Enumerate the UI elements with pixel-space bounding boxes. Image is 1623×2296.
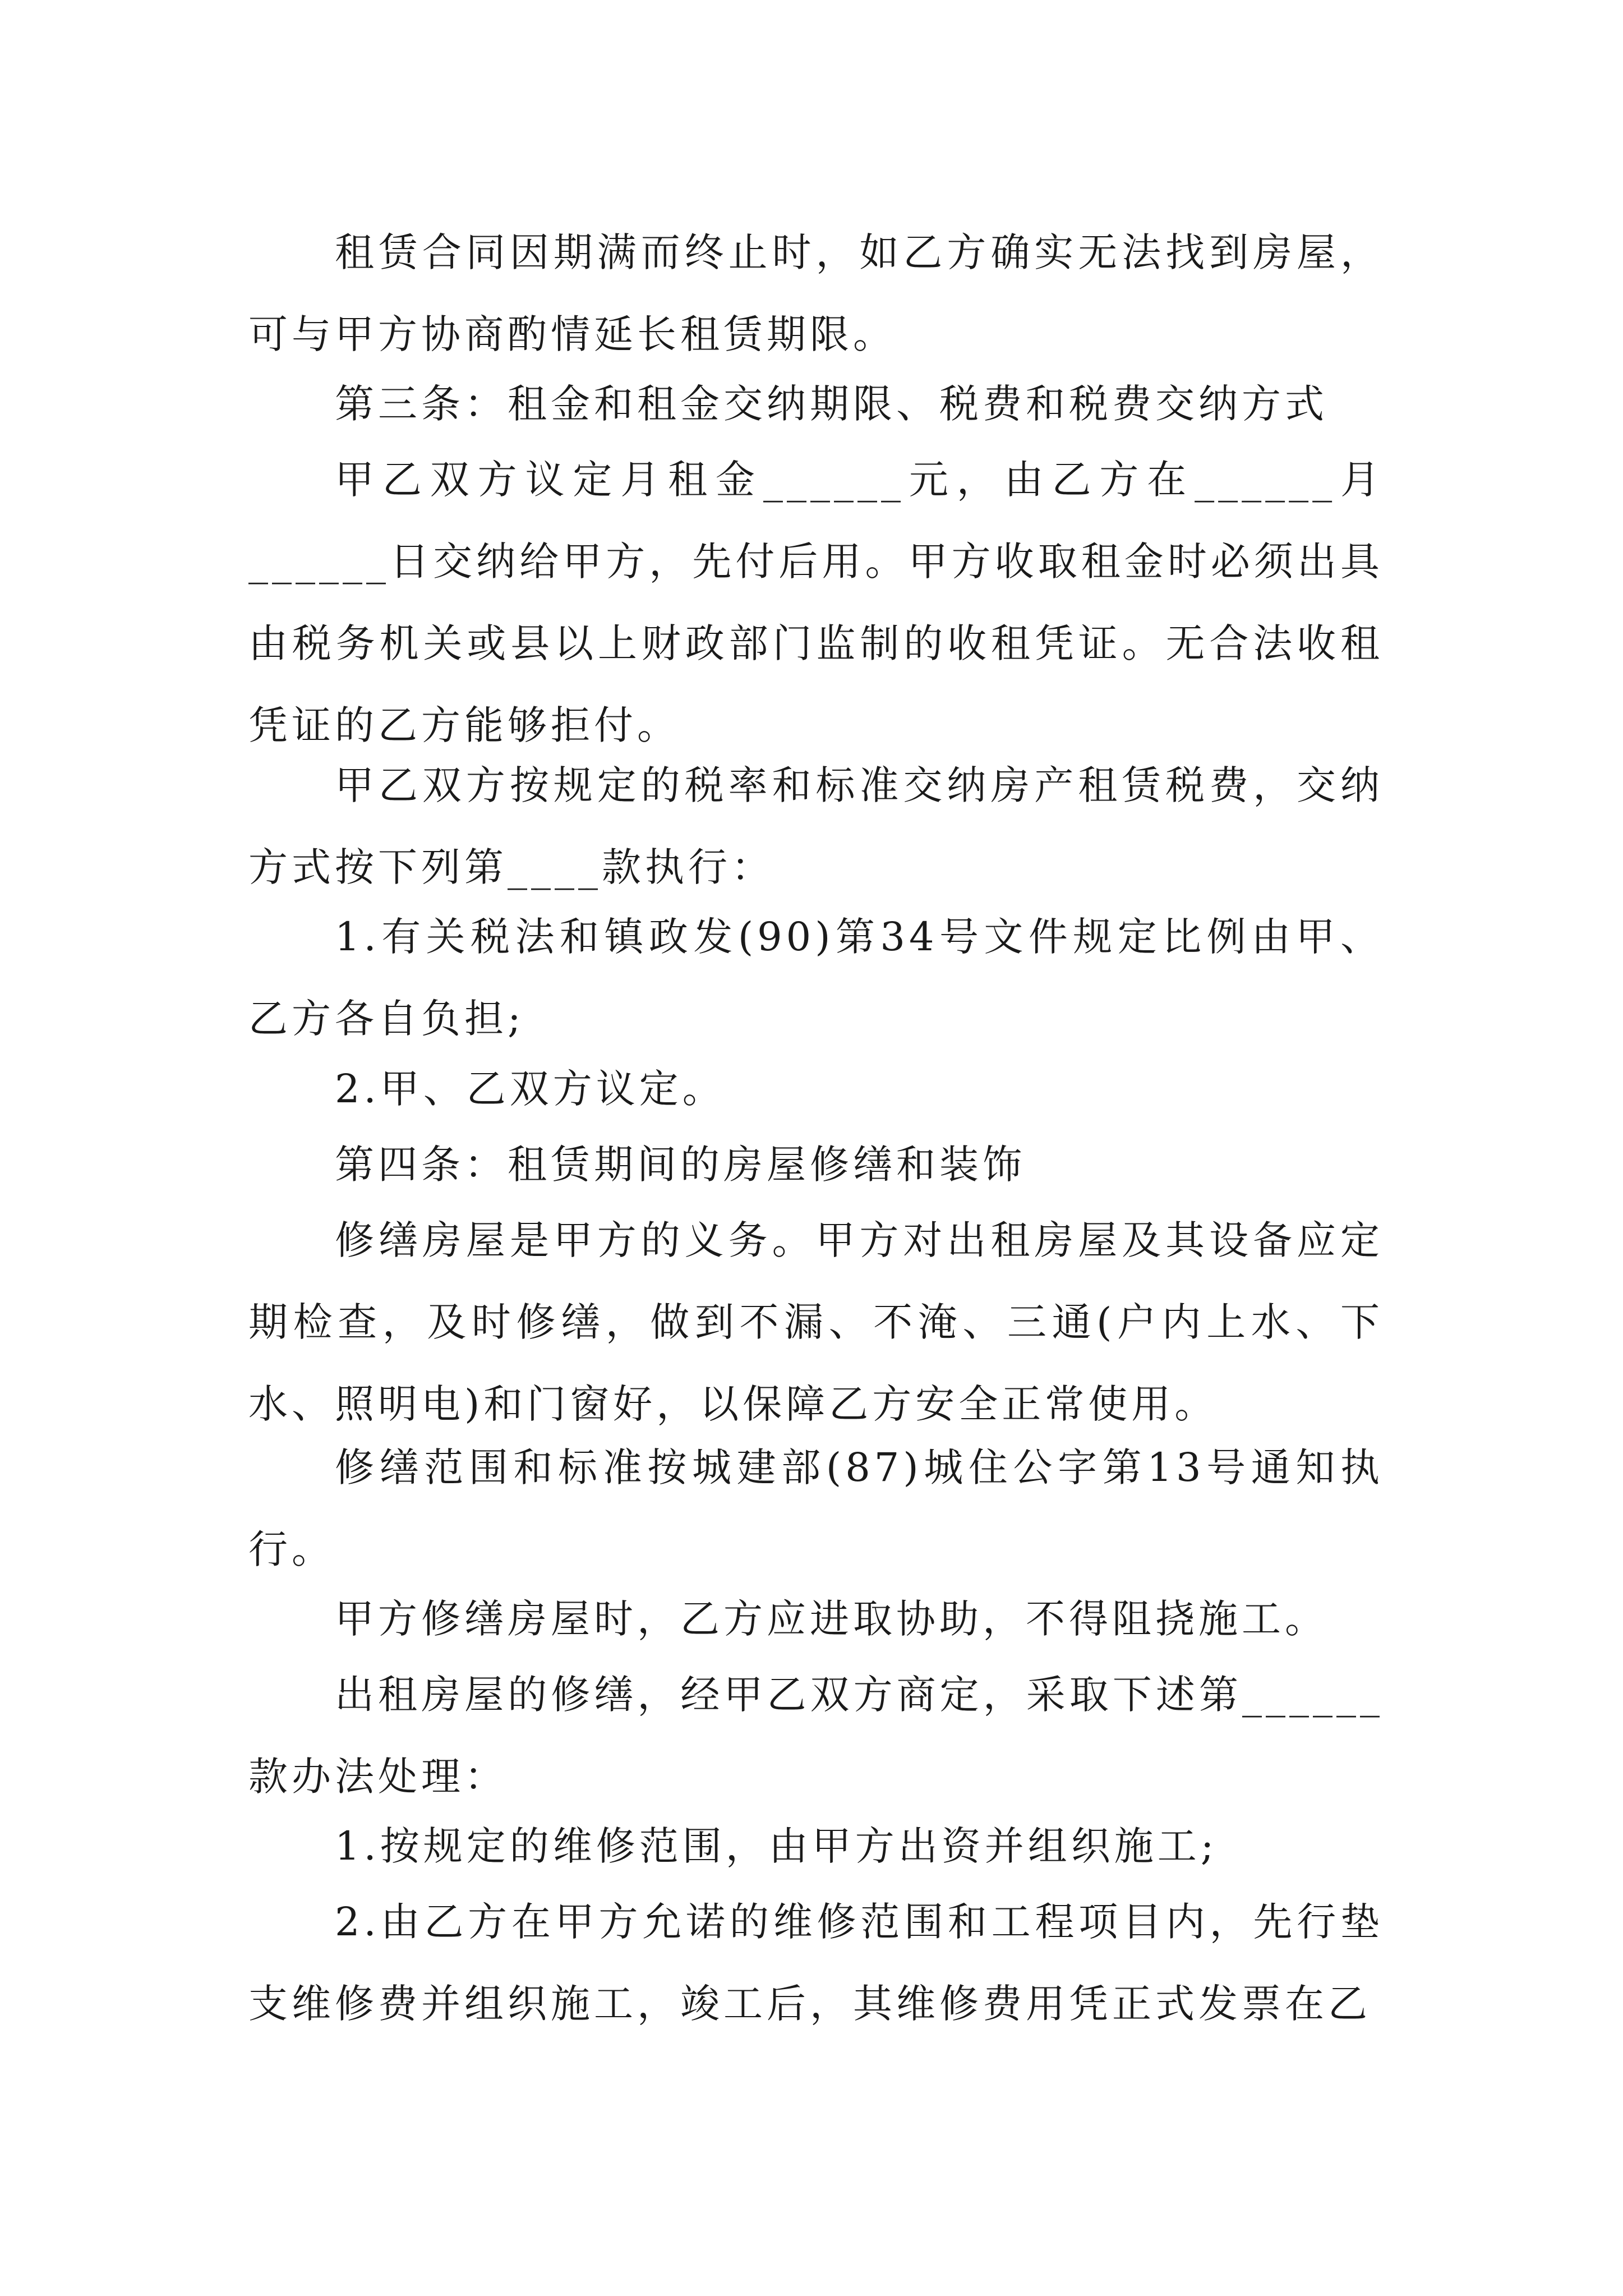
- paragraph-repair-scope: 修缮范围和标准按城建部(87)城住公字第13号通知执行。: [248, 1444, 1384, 1572]
- paragraph-repair-cooperation: 甲方修缮房屋时，乙方应进取协助，不得阻挠施工。: [335, 1596, 1328, 1642]
- list-item-repair-option-1: 1.按规定的维修范围，由甲方出资并组织施工;: [335, 1823, 1218, 1869]
- paragraph-repair-duty: 修缮房屋是甲方的义务。甲方对出租房屋及其设备应定期检查，及时修缮，做到不漏、不淹、三通(户内上水、下水、照明电)和门窗好，以保障乙方安全正常使用。: [248, 1217, 1384, 1427]
- list-item-repair-option-2: 2.由乙方在甲方允诺的维修范围和工程项目内，先行垫支维修费并组织施工，竣工后，其维修费用凭正式发票在乙: [248, 1899, 1384, 2027]
- heading-article-3: 第三条：租金和租金交纳期限、税费和税费交纳方式: [335, 381, 1328, 427]
- paragraph-lease-expiry: 租赁合同因期满而终止时，如乙方确实无法找到房屋，可与甲方协商酌情延长租赁期限。: [248, 229, 1384, 357]
- paragraph-tax-payment: 甲乙双方按规定的税率和标准交纳房产租赁税费，交纳方式按下列第____款执行：: [248, 762, 1384, 890]
- list-item-tax-option-1: 1.有关税法和镇政发(90)第34号文件规定比例由甲、乙方各自负担;: [248, 914, 1384, 1042]
- paragraph-rent-amount: 甲乙双方议定月租金______元，由乙方在______月______日交纳给甲方，先付后用。甲方收取租金时必须出具由税务机关或县以上财政部门监制的收租凭证。无合法收租凭证的乙方能够拒付。: [248, 457, 1384, 748]
- list-item-tax-option-2: 2.甲、乙双方议定。: [335, 1066, 726, 1112]
- heading-article-4: 第四条：租赁期间的房屋修缮和装饰: [335, 1142, 1026, 1188]
- paragraph-repair-method: 出租房屋的修缮，经甲乙双方商定，采取下述第______款办法处理：: [248, 1672, 1384, 1800]
